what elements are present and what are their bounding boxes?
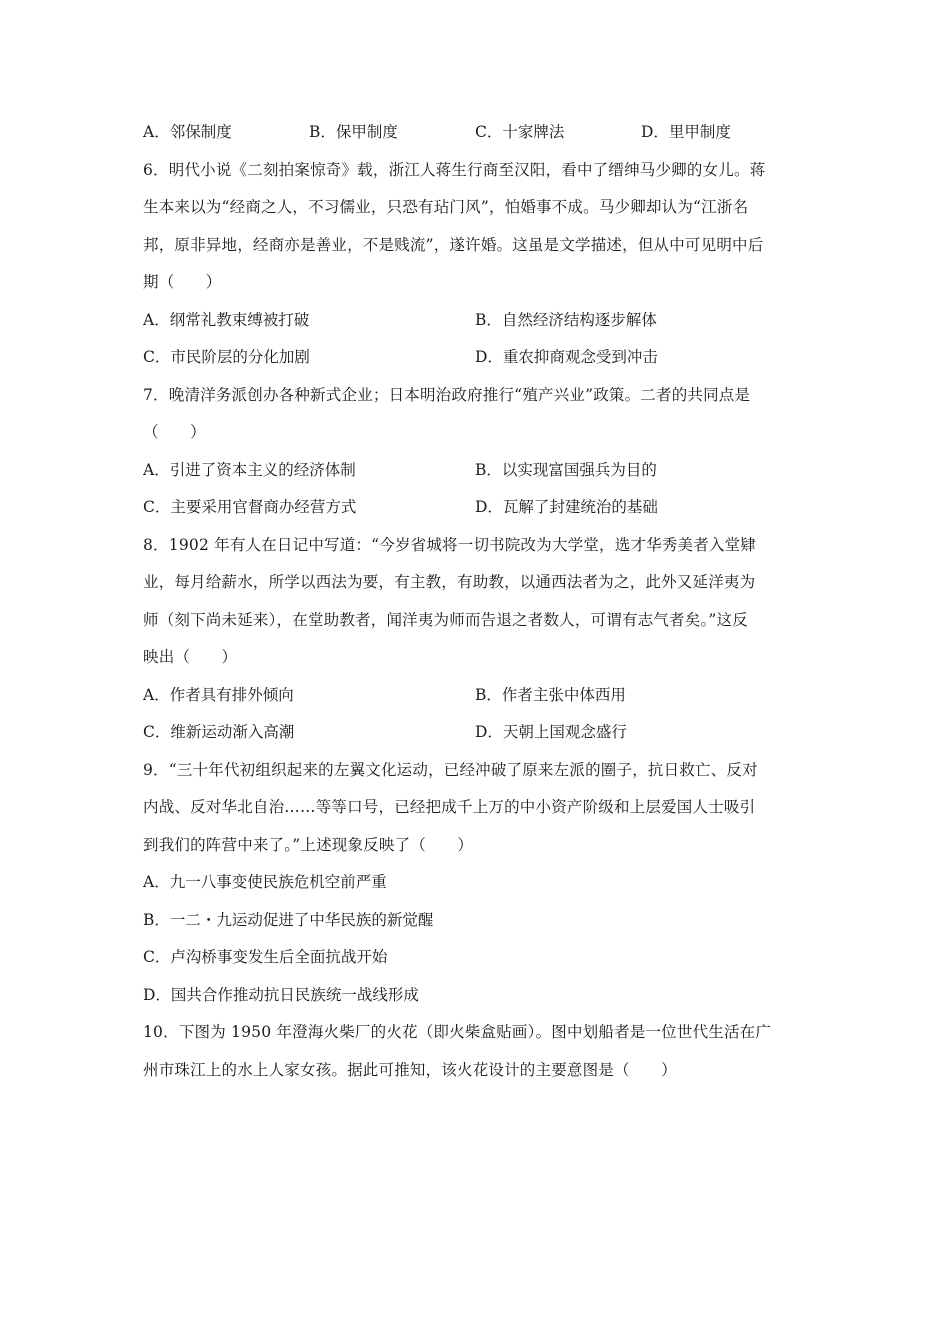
q6-option-a: A．纲常礼教束缚被打破	[143, 310, 310, 329]
question-8	[143, 527, 807, 752]
q8-option-a: A．作者具有排外倾向	[143, 685, 294, 704]
q8-options-row	[143, 677, 807, 715]
q8-option-d: D．天朝上国观念盛行	[475, 723, 627, 741]
q8-options-row	[143, 714, 807, 752]
q6-option-b: B．自然经济结构逐步解体	[475, 310, 657, 329]
question-9	[143, 752, 807, 1015]
q6-stem-line: 6．明代小说《二刻拍案惊奇》载，浙江人蒋生行商至汉阳，看中了缙绅马少卿的女儿。蒋	[143, 160, 766, 179]
q10-stem-line: 10．下图为 1950 年澄海火柴厂的火花（即火柴盒贴画）。图中划船者是一位世代生活在广	[143, 1023, 772, 1041]
q8-option-b: B．作者主张中体西用	[475, 685, 626, 704]
q9-option-d: D．国共合作推动抗日民族统一战线形成	[143, 985, 419, 1004]
question-6	[143, 152, 807, 377]
q7-options-row	[143, 489, 807, 527]
q6-options-row	[143, 339, 807, 377]
q7-option-b: B．以实现富国强兵为目的	[475, 460, 657, 479]
q5-option-a: A．邻保制度	[143, 123, 232, 141]
q6-stem-line: 生本来以为“经商之人，不习儒业，只恐有玷门风”，怕婚事不成。马少卿却认为“江浙名	[143, 198, 749, 216]
q9-option-a: A．九一八事变使民族危机空前严重	[143, 873, 387, 891]
q6-options-row	[143, 302, 807, 340]
exam-page	[143, 114, 807, 1089]
q7-option-c: C．主要采用官督商办经营方式	[143, 498, 357, 516]
q9-stem-line: 内战、反对华北自治……等等口号，已经把成千上万的中小资产阶级和上层爱国人士吸引	[143, 798, 756, 816]
q6-stem-line: 期（ ）	[143, 273, 222, 291]
q6-option-c: C．市民阶层的分化加剧	[143, 348, 310, 366]
q6-option-d: D．重农抑商观念受到冲击	[475, 348, 658, 366]
q5-option-b: B．保甲制度	[309, 123, 398, 141]
q8-option-c: C．维新运动渐入高潮	[143, 723, 295, 741]
q8-stem-line: 8．1902 年有人在日记中写道：“今岁省城将一切书院改为大学堂，选才华秀美者入堂肄	[143, 535, 757, 554]
q9-option-c: C．卢沟桥事变发生后全面抗战开始	[143, 948, 388, 966]
q7-option-a: A．引进了资本主义的经济体制	[143, 460, 356, 479]
q5-options	[143, 114, 807, 152]
q6-stem-line: 邦，原非异地，经商亦是善业，不是贱流”，遂许婚。这虽是文学描述，但从中可见明中后	[143, 235, 764, 254]
q10-stem-line: 州市珠江上的水上人家女孩。据此可推知，该火花设计的主要意图是（ ）	[143, 1060, 677, 1079]
q9-stem-line: 9．“三十年代初组织起来的左翼文化运动，已经冲破了原来左派的圈子，抗日救亡、反对	[143, 760, 758, 779]
q7-option-d: D．瓦解了封建统治的基础	[475, 498, 658, 516]
q9-option-b: B．一二・九运动促进了中华民族的新觉醒	[143, 910, 434, 929]
q8-stem-line: 映出（ ）	[143, 648, 238, 666]
q7-options-row	[143, 452, 807, 490]
q7-stem-line: 7．晚清洋务派创办各种新式企业；日本明治政府推行“殖产兴业”政策。二者的共同点是	[143, 385, 751, 404]
question-10	[143, 1014, 807, 1089]
q8-stem-line: 师（刻下尚未延来），在堂助教者，闻洋夷为师而告退之者数人，可谓有志气者矣。”这反	[143, 610, 748, 629]
q8-stem-line: 业，每月给薪水，所学以西法为要，有主教，有助教，以通西法者为之，此外又延洋夷为	[143, 573, 756, 591]
q5-option-d: D．里甲制度	[641, 123, 731, 141]
question-7	[143, 377, 807, 527]
q9-stem-line: 到我们的阵营中来了。”上述现象反映了（ ）	[143, 835, 474, 854]
q5-option-c: C．十家牌法	[475, 123, 565, 141]
q7-stem-line: （ ）	[143, 423, 206, 441]
